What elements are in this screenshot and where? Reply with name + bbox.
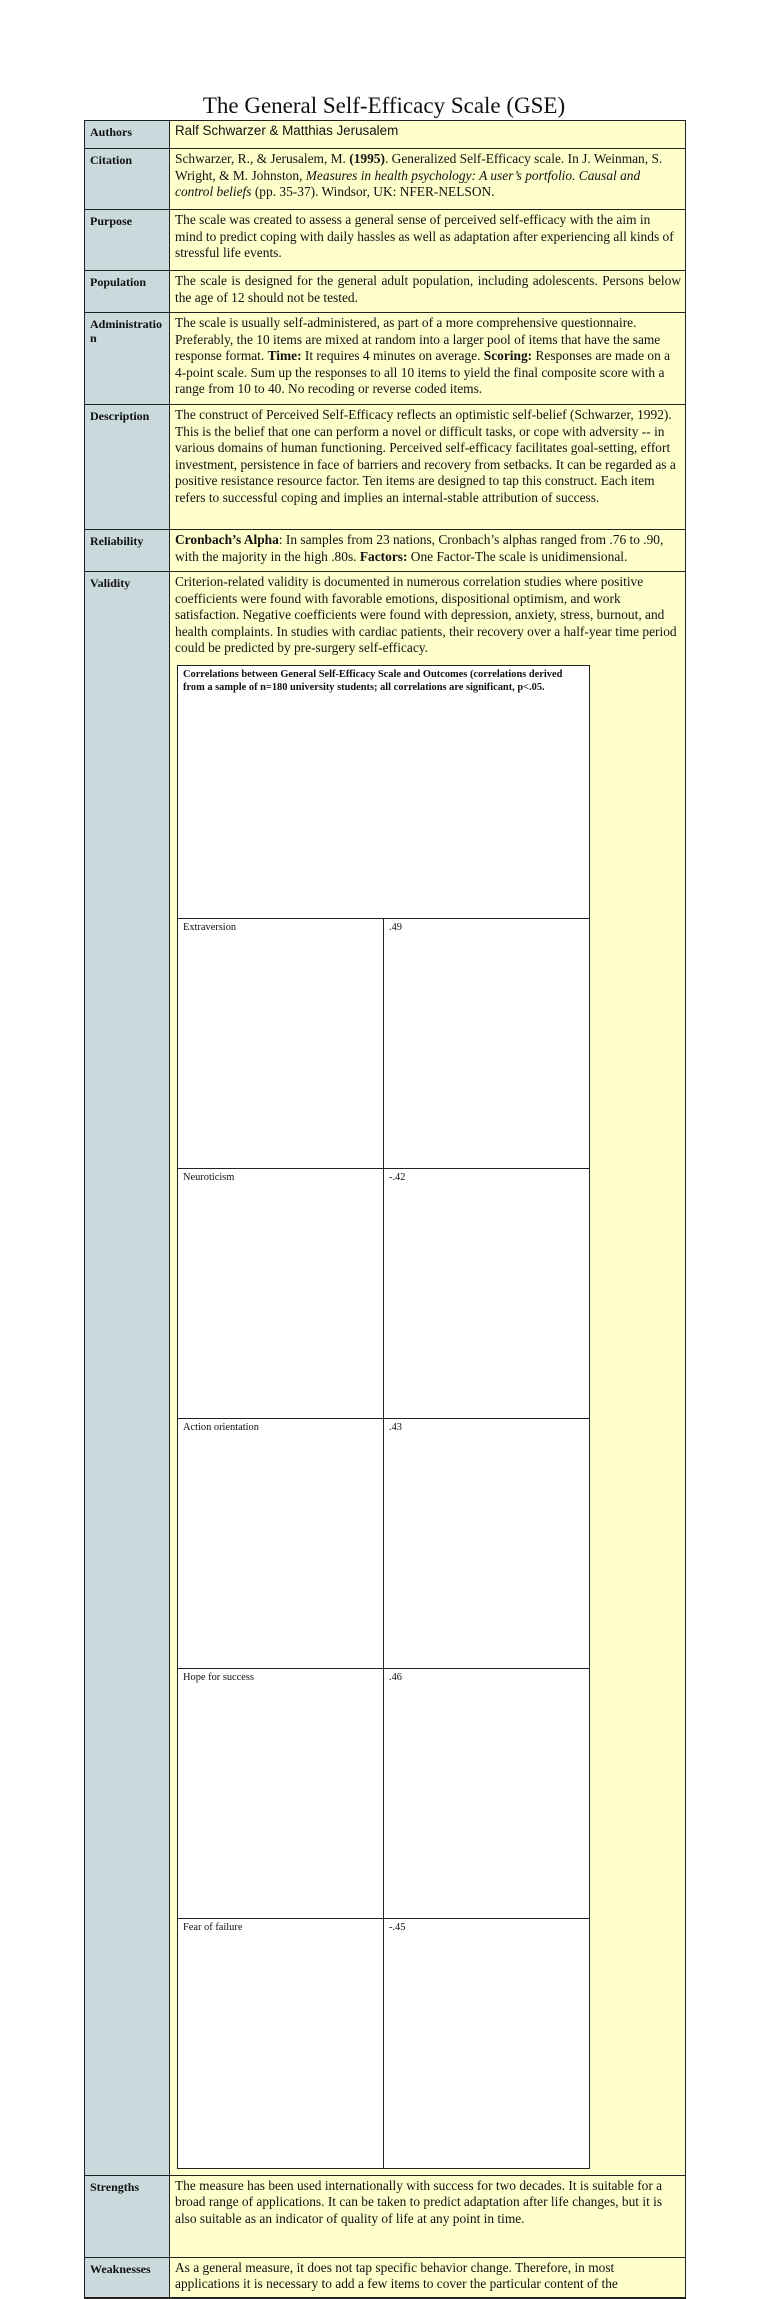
row-validity	[85, 572, 686, 2176]
administration-part2: It requires 4 minutes on average.	[301, 348, 484, 363]
citation-part3: (pp. 35-37). Windsor, UK: NFER-NELSON.	[251, 184, 495, 199]
strengths-text: The measure has been used internationally with success for two decades. It is suitable for a broad range of applications. It can be taken to predict adaptation after life changes, but it is also suitable as an indicator of quality of life at any point in time.	[170, 2175, 686, 2257]
row-purpose	[85, 210, 686, 271]
row-label-reliability: Reliability	[85, 530, 170, 572]
row-label-population: Population	[85, 271, 170, 313]
administration-text	[170, 313, 686, 405]
correlation-value: -.45	[384, 1918, 590, 2168]
correlation-outcome: Extraversion	[178, 918, 384, 1168]
row-weaknesses	[85, 2257, 686, 2298]
row-administration	[85, 313, 686, 405]
row-population	[85, 271, 686, 313]
correlation-value: .46	[384, 1668, 590, 1918]
row-label-citation: Citation	[85, 149, 170, 210]
table-row	[178, 918, 590, 1168]
correlation-outcome: Neuroticism	[178, 1168, 384, 1418]
citation-part1: Schwarzer, R., & Jerusalem, M.	[175, 151, 350, 166]
reliability-part1: : In samples from 23 nations, Cronbach’s alphas ranged from .76 to .90, with the majority in the high .80s.	[175, 532, 664, 564]
correlations-table	[177, 665, 590, 2169]
correlation-outcome: Hope for success	[178, 1668, 384, 1918]
correlation-value: -.42	[384, 1168, 590, 1418]
table-row	[178, 1668, 590, 1918]
row-reliability	[85, 530, 686, 572]
correlation-value: .43	[384, 1418, 590, 1668]
reliability-text	[170, 530, 686, 572]
citation-text	[170, 149, 686, 210]
administration-scoring-label: Scoring:	[483, 348, 533, 363]
weaknesses-text: As a general measure, it does not tap specific behavior change. Therefore, in most applications it is necessary to add a few items to cover the particular content of the	[170, 2257, 686, 2298]
correlation-value: .49	[384, 918, 590, 1168]
description-text: The construct of Perceived Self-Efficacy reflects an optimistic self-belief (Schwarzer, 1992). This is the belief that one can perform a novel or difficult tasks, or cope with adversity -- in various domains of human functioning. Perceived self-efficacy facilitates goal-setting, effort investment, persistence in face of barriers and recovery from setbacks. It can be regarded as a positive resistance resource factor. Ten items are designed to tap this construct. Each item refers to successful coping and implies an internal-stable attribution of success.	[170, 405, 686, 530]
row-strengths	[85, 2175, 686, 2257]
row-label-authors: Authors	[85, 121, 170, 149]
validity-text: Criterion-related validity is documented in numerous correlation studies where positive coefficients were found with favorable emotions, dispositional optimism, and work satisfaction. Negative coefficients were found with depression, anxiety, stress, burnout, and health complaints. In studies with cardiac patients, their recovery over a half-year time period could be predicted by pre-surgery self-efficacy.	[175, 574, 677, 655]
row-label-description: Description	[85, 405, 170, 530]
table-row	[178, 1418, 590, 1668]
row-label-administration: Administration	[85, 313, 170, 405]
correlations-heading: Correlations between General Self-Efficacy Scale and Outcomes (correlations derived from a sample of n=180 university students; all correlations are significant, p<.05.	[178, 665, 590, 918]
authors-text: Ralf Schwarzer & Matthias Jerusalem	[170, 121, 686, 149]
administration-part3: Responses are made on a 4-point scale. Sum up the responses to all 10 items to yield the final composite score with a range from 10 to 40. No recoding or reverse coded items.	[175, 348, 671, 396]
administration-time-label: Time:	[267, 348, 302, 363]
table-row	[178, 1918, 590, 2168]
table-row	[178, 1168, 590, 1418]
citation-year: (1995)	[349, 151, 385, 166]
row-label-purpose: Purpose	[85, 210, 170, 271]
citation-book-title: Measures in health psychology: A user’s portfolio. Causal and control beliefs	[175, 167, 641, 199]
reliability-alpha-label: Cronbach’s Alpha	[175, 532, 279, 547]
validity-cell	[170, 572, 686, 2176]
population-text: The scale is designed for the general adult population, including adolescents. Persons below the age of 12 should not be tested.	[170, 271, 686, 313]
row-citation	[85, 149, 686, 210]
row-authors	[85, 121, 686, 149]
row-label-strengths: Strengths	[85, 2175, 170, 2257]
page-title: The General Self-Efficacy Scale (GSE)	[202, 93, 566, 118]
correlations-heading-row	[178, 665, 590, 918]
correlation-outcome: Action orientation	[178, 1418, 384, 1668]
correlation-outcome: Fear of failure	[178, 1918, 384, 2168]
row-label-validity: Validity	[85, 572, 170, 2176]
purpose-text: The scale was created to assess a general sense of perceived self-efficacy with the aim in mind to predict coping with daily hassles as well as adaptation after experiencing all kinds of stressful life events.	[170, 210, 686, 271]
row-label-weaknesses: Weaknesses	[85, 2257, 170, 2298]
administration-part1: The scale is usually self-administered, as part of a more comprehensive questionnaire. Preferably, the 10 items are mixed at random into a larger pool of items that have the same response format.	[175, 315, 661, 363]
row-description	[85, 405, 686, 530]
citation-part2: . Generalized Self-Efficacy scale. In J. Weinman, S. Wright, & M. Johnston,	[175, 151, 663, 183]
reliability-factors-label: Factors:	[359, 548, 408, 564]
reliability-part2: One Factor-The scale is unidimensional.	[407, 548, 628, 564]
gse-info-table	[84, 120, 686, 2299]
